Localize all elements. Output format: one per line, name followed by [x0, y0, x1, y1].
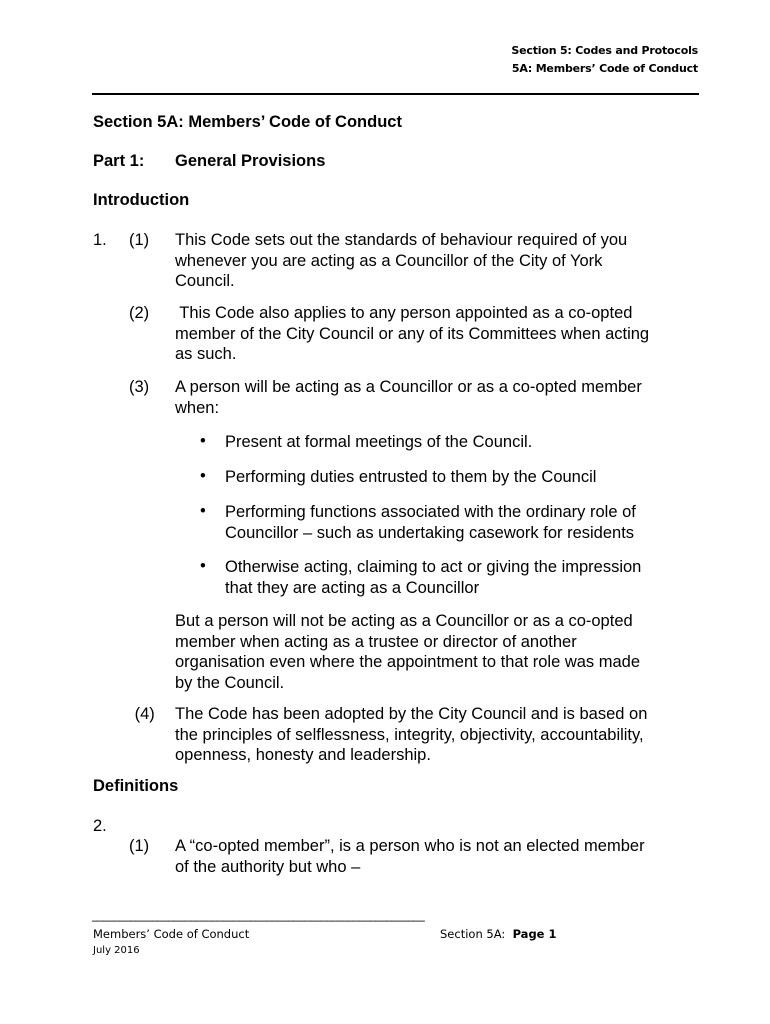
- header-rule: [92, 93, 699, 95]
- bullet-icon: •: [200, 432, 206, 450]
- running-header-subsection: 5A: Members’ Code of Conduct: [511, 62, 698, 75]
- subparagraph-number: (3): [129, 378, 150, 396]
- page-number: Page 1: [512, 927, 557, 941]
- footer-document-title: Members’ Code of Conduct: [93, 927, 250, 941]
- list-item: Performing functions associated with the ordinary role of Councillor – such as undertaking casework for residents: [225, 503, 636, 542]
- bullet-icon: •: [200, 502, 206, 520]
- definitions-heading: Definitions: [93, 777, 179, 795]
- page-title: Section 5A: Members’ Code of Conduct: [93, 113, 402, 131]
- running-header-section: Section 5: Codes and Protocols: [511, 44, 698, 57]
- part-label: Part 1:: [93, 152, 145, 170]
- subparagraph-number: (1): [129, 231, 150, 249]
- subparagraph-text: This Code also applies to any person appointed as a co-opted member of the City Council or any of its Committees when acting as such.: [175, 304, 650, 363]
- paragraph-number: 1.: [93, 231, 107, 249]
- subparagraph-number: (1): [129, 837, 150, 855]
- subparagraph-text: A person will be acting as a Councillor or as a co-opted member when:: [175, 378, 642, 417]
- exception-paragraph: But a person will not be acting as a Councillor or as a co-opted member when acting as a trustee or director of another organisation even where the appointment to that role was made by the Council.: [175, 612, 641, 692]
- list-item: Present at formal meetings of the Council.: [225, 433, 533, 451]
- introduction-heading: Introduction: [93, 191, 190, 209]
- paragraph-number: 2.: [93, 817, 107, 835]
- subparagraph-text: A “co-opted member”, is a person who is not an elected member of the authority but who –: [175, 837, 645, 876]
- list-item: Performing duties entrusted to them by the Council: [225, 468, 597, 486]
- footer-rule: _____________________________________________________________: [92, 908, 425, 922]
- footer-date: July 2016: [93, 945, 140, 956]
- subparagraph-text: This Code sets out the standards of behaviour required of you whenever you are acting as a Councillor of the City of York Council.: [175, 231, 628, 290]
- bullet-icon: •: [200, 557, 206, 575]
- footer-page-ref: Section 5A: Page 1: [440, 927, 557, 941]
- subparagraph-number: (4): [130, 705, 155, 723]
- subparagraph-number: (2): [129, 304, 150, 322]
- list-item: Otherwise acting, claiming to act or giving the impression that they are acting as a Councillor: [225, 558, 642, 597]
- subparagraph-text: The Code has been adopted by the City Council and is based on the principles of selflessness, integrity, objectivity, accountability, openness, honesty and leadership.: [175, 705, 648, 764]
- bullet-icon: •: [200, 467, 206, 485]
- part-name: General Provisions: [175, 152, 326, 170]
